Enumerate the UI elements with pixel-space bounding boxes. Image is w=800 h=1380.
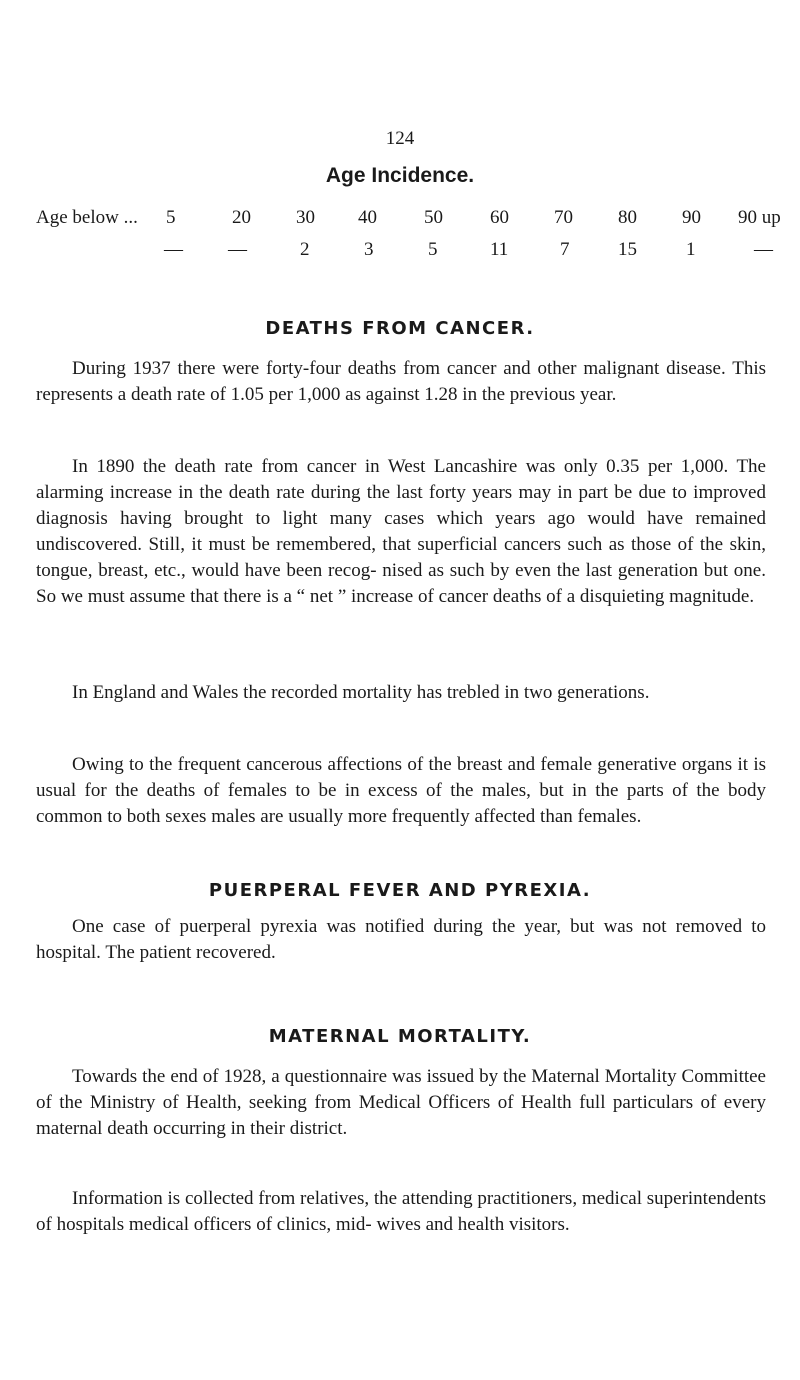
- puerperal-heading: PUERPERAL FEVER AND PYREXIA.: [208, 880, 592, 901]
- cancer-paragraph: In England and Wales the recorded mortality has trebled in two generations.: [72, 682, 650, 703]
- age-cell: 30: [296, 207, 315, 228]
- age-incidence-table: [36, 207, 781, 271]
- deaths-row: [36, 239, 776, 271]
- deaths-cell: —: [228, 239, 247, 260]
- deaths-cell: —: [754, 239, 773, 260]
- page-number: 124: [385, 128, 415, 149]
- age-cell: 20: [232, 207, 251, 228]
- cancer-heading: DEATHS FROM CANCER.: [265, 318, 535, 339]
- deaths-cell: 3: [364, 239, 374, 260]
- maternal-paragraph: Towards the end of 1928, a questionnaire was issued by the Maternal Mortality Committee of the Ministry of Health, seeking from Medical Officers of Health full particulars of every maternal death occurring in their district.: [36, 1066, 766, 1139]
- deaths-cell: 15: [618, 239, 637, 260]
- deaths-cell: 11: [490, 239, 509, 260]
- age-cell: 50: [424, 207, 443, 228]
- cancer-paragraph: In 1890 the death rate from cancer in West Lancashire was only 0.35 per 1,000. The alarming increase in the death rate during the last forty years may in part be due to improved diagnosis having brought to light many cases which years ago would have remained undiscovered. Still, it must be remembered, that superficial cancers such as those of the skin, tongue, breast, etc., would have been recog- nised as such by even the last generation but one. So we must assume that there is a “ net ” increase of cancer deaths of a disquieting magnitude.: [36, 456, 766, 607]
- age-cell: 90: [682, 207, 701, 228]
- deaths-cell: 2: [300, 239, 310, 260]
- deaths-cell: 1: [686, 239, 696, 260]
- age-row-label: Age below ...: [36, 207, 138, 228]
- age-cell: 90 up: [738, 207, 781, 228]
- age-cell: 60: [490, 207, 509, 228]
- cancer-paragraph: Owing to the frequent cancerous affections of the breast and female generative organs it is usual for the deaths of females to be in excess of the males, but in the parts of the body common to both sexes males are usually more frequently affected than females.: [36, 754, 766, 827]
- deaths-cell: 7: [560, 239, 570, 260]
- age-row: [36, 207, 781, 239]
- age-cell: 40: [358, 207, 377, 228]
- age-incidence-title: Age Incidence.: [325, 164, 475, 187]
- age-cell: 5: [166, 207, 176, 228]
- age-cell: 80: [618, 207, 637, 228]
- maternal-heading: MATERNAL MORTALITY.: [268, 1026, 532, 1047]
- deaths-cell: —: [164, 239, 183, 260]
- age-cell: 70: [554, 207, 573, 228]
- maternal-paragraph: Information is collected from relatives, the attending practitioners, medical superintendents of hospitals medical officers of clinics, mid- wives and health visitors.: [36, 1188, 766, 1235]
- cancer-paragraph: During 1937 there were forty-four deaths from cancer and other malignant disease. This represents a death rate of 1.05 per 1,000 as against 1.28 in the previous year.: [36, 358, 766, 405]
- puerperal-paragraph: One case of puerperal pyrexia was notified during the year, but was not removed to hospital. The patient recovered.: [36, 916, 766, 963]
- deaths-cell: 5: [428, 239, 438, 260]
